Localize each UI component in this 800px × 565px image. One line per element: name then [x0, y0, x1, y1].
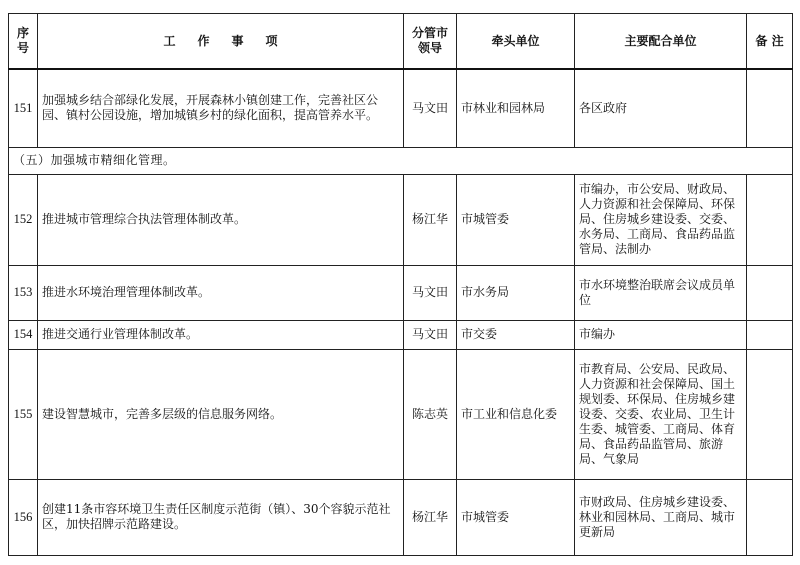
- header-work-char: 项: [265, 33, 278, 48]
- row-lead-unit: 市城管委: [457, 479, 575, 555]
- row-lead-unit: 市林业和园林局: [457, 69, 575, 147]
- row-number: 152: [9, 174, 38, 265]
- row-task: 推进交通行业管理体制改革。: [38, 320, 404, 349]
- table-row: [9, 349, 793, 479]
- row-lead-unit: 市水务局: [457, 265, 575, 320]
- row-coop-units: 各区政府: [575, 69, 747, 147]
- task-table: [8, 13, 793, 556]
- header-lead-unit: 牵头单位: [457, 14, 575, 70]
- row-remark: [747, 174, 793, 265]
- row-lead-unit: 市交委: [457, 320, 575, 349]
- row-number: 153: [9, 265, 38, 320]
- row-remark: [747, 320, 793, 349]
- row-lead-unit: 市城管委: [457, 174, 575, 265]
- header-leader: 分管市领导: [404, 14, 457, 70]
- table-row: [9, 69, 793, 147]
- row-remark: [747, 69, 793, 147]
- header-row: [9, 14, 793, 70]
- row-coop-units: 市编办: [575, 320, 747, 349]
- row-number: 154: [9, 320, 38, 349]
- row-task: 推进水环境治理管理体制改革。: [38, 265, 404, 320]
- row-leader: 马文田: [404, 320, 457, 349]
- header-remarks: 备 注: [747, 14, 793, 70]
- header-work-char: 作: [197, 33, 210, 48]
- row-coop-units: 市教育局、公安局、民政局、人力资源和社会保障局、国土规划委、环保局、住房城乡建设委、交委、农业局、卫生计生委、城管委、工商局、体育局、食品药品监管局、旅游局、气象局: [575, 349, 747, 479]
- row-coop-units: 市水环境整治联席会议成员单位: [575, 265, 747, 320]
- row-remark: [747, 349, 793, 479]
- table-row: [9, 479, 793, 555]
- row-leader: 杨江华: [404, 174, 457, 265]
- row-coop-units: 市财政局、住房城乡建设委、林业和园林局、工商局、城市更新局: [575, 479, 747, 555]
- row-task: 加强城乡结合部绿化发展，开展森林小镇创建工作，完善社区公园、镇村公园设施，增加城镇乡村的绿化面积，提高管养水平。: [38, 69, 404, 147]
- row-task: 创建11条市容环境卫生责任区制度示范街（镇）、30个容貌示范社区，加快招牌示范路建设。: [38, 479, 404, 555]
- row-task: 建设智慧城市，完善多层级的信息服务网络。: [38, 349, 404, 479]
- table-row: [9, 265, 793, 320]
- row-leader: 杨江华: [404, 479, 457, 555]
- table-row: [9, 320, 793, 349]
- row-number: 155: [9, 349, 38, 479]
- row-lead-unit: 市工业和信息化委: [457, 349, 575, 479]
- header-work-char: 事: [231, 33, 244, 48]
- row-leader: 陈志英: [404, 349, 457, 479]
- row-leader: 马文田: [404, 69, 457, 147]
- row-coop-units: 市编办，市公安局、财政局、人力资源和社会保障局、环保局、住房城乡建设委、交委、水务局、工商局、食品药品监管局、法制办: [575, 174, 747, 265]
- header-seq: 序号: [9, 14, 38, 70]
- row-leader: 马文田: [404, 265, 457, 320]
- section-row: [9, 147, 793, 174]
- row-remark: [747, 479, 793, 555]
- row-number: 156: [9, 479, 38, 555]
- table-row: [9, 174, 793, 265]
- header-work-char: 工: [163, 33, 176, 48]
- row-remark: [747, 265, 793, 320]
- row-number: 151: [9, 69, 38, 147]
- header-work-items: [38, 14, 404, 70]
- section-title: （五）加强城市精细化管理。: [9, 147, 793, 174]
- row-task: 推进城市管理综合执法管理体制改革。: [38, 174, 404, 265]
- header-coop-units: 主要配合单位: [575, 14, 747, 70]
